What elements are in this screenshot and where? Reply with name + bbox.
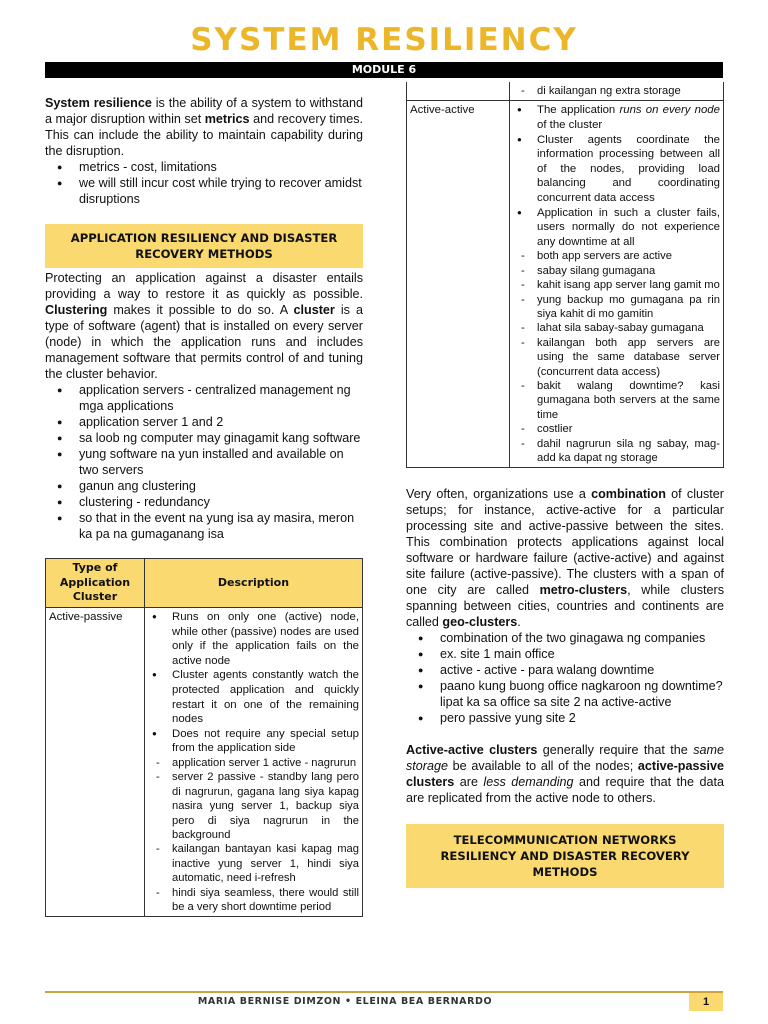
- list-item: - dahil nagrurun sila ng sabay, mag-add ka dapat ng storage: [537, 437, 720, 466]
- left-column: [45, 95, 363, 917]
- list-item: - bakit walang downtime? kasi gumagana both servers at the same time: [537, 379, 720, 422]
- metro-clusters-term: metro-clusters: [539, 583, 628, 598]
- geo-clusters-term: geo-clusters: [442, 615, 518, 630]
- footer-authors: MARIA BERNISE DIMZON • ELEINA BEA BERNARDO: [197, 996, 493, 1007]
- combination-paragraph: [406, 486, 724, 630]
- list-item: ● Does not require any special setup from the application side: [172, 727, 359, 756]
- list-item: [537, 103, 720, 132]
- list-item: - kailangan both app servers are using the same database server (concurrent data access): [537, 336, 720, 379]
- cluster-description-cell: [145, 608, 363, 917]
- right-column: [406, 82, 724, 888]
- clustering-paragraph: [45, 270, 363, 382]
- list-item: ● so that in the event na yung isa ay masira, meron ka pa na gumaganang isa: [79, 510, 363, 542]
- telecom-heading: TELECOMMUNICATION NETWORKS RESILIENCY AND DISASTER RECOVERY METHODS: [406, 824, 724, 888]
- bullet-emphasis: runs on every node: [619, 104, 720, 117]
- table-header-row: [46, 559, 363, 608]
- cluster-description-cell: [510, 101, 724, 468]
- cluster-text-b: makes it possible to do so. A: [107, 303, 294, 317]
- cluster-type-cell: Active-passive: [46, 608, 145, 917]
- active-active-term: Active-active clusters: [406, 743, 538, 758]
- clustering-bullets: [45, 382, 363, 542]
- column-header-description: Description: [145, 559, 363, 608]
- combination-text-c: , while clusters spanning between cities, countries and continents are called: [406, 583, 724, 630]
- description-notes: [513, 249, 720, 465]
- list-item: - kailangan bantayan kasi kapag mag inactive yung server 1, hindi siya automatic, need i-refresh: [172, 842, 359, 885]
- list-item: ● application server 1 and 2: [79, 414, 363, 430]
- cluster-types-table: [45, 558, 363, 917]
- active-passive-term: active-passive clusters: [406, 759, 724, 790]
- list-item: ● active - active - para walang downtime: [440, 662, 724, 678]
- intro-term: System resilience: [45, 96, 152, 110]
- list-item: ● Cluster agents constantly watch the protected application and quickly restart it on one of the remaining nodes: [172, 668, 359, 726]
- list-item: ● ganun ang clustering: [79, 478, 363, 494]
- footer-divider: [45, 991, 723, 993]
- table-row: [407, 82, 724, 101]
- combination-text-b: of cluster setups; for instance, active-active for a particular processing site and active-passive between the sites. This combination protects applications against local software or hardware failure (active-active) and against site failure (active-passive). The clusters with a span of one city are called: [406, 487, 724, 598]
- intro-paragraph: [45, 95, 363, 159]
- list-item: ● Application in such a cluster fails, users normally do not experience any downtime at all: [537, 206, 720, 250]
- intro-bullets: [45, 159, 363, 207]
- combination-bullets: [406, 630, 724, 726]
- list-item: - application server 1 active - nagrurun: [172, 756, 359, 770]
- list-item: ● yung software na yun installed and available on two servers: [79, 446, 363, 478]
- table-row: [46, 608, 363, 917]
- bullet-text-a: The application: [537, 104, 620, 117]
- list-item: - lahat sila sabay-sabay gumagana: [537, 321, 720, 335]
- list-item: ● we will still incur cost while trying to recover amidst disruptions: [79, 175, 363, 207]
- less-demanding-term: less demanding: [483, 775, 574, 790]
- list-item: ● Runs on only one (active) node, while other (passive) nodes are used only if the application fails on the active node: [172, 610, 359, 668]
- list-item: ● application servers - centralized management ng mga applications: [79, 382, 363, 414]
- list-item: - hindi siya seamless, there would still be a very short downtime period: [172, 886, 359, 915]
- requirements-text-c: are: [454, 775, 484, 790]
- app-resiliency-heading: APPLICATION RESILIENCY AND DISASTER RECOVERY METHODS: [45, 224, 363, 268]
- bullet-text-b: of the cluster: [537, 119, 603, 131]
- list-item: ● clustering - redundancy: [79, 494, 363, 510]
- combination-term: combination: [591, 487, 666, 502]
- list-item: ● sa loob ng computer may ginagamit kang software: [79, 430, 363, 446]
- list-item: - sabay silang gumagana: [537, 264, 720, 278]
- clustering-term: Clustering: [45, 303, 108, 317]
- intro-text-a: is the ability of a system to withstand a major disruption within set: [45, 96, 363, 126]
- requirements-text-a: generally require that the: [537, 743, 694, 758]
- list-item: ● combination of the two ginagawa ng companies: [440, 630, 724, 646]
- description-notes: [148, 756, 359, 914]
- cluster-types-table-continued: [406, 82, 724, 468]
- combination-text-d: .: [517, 615, 521, 630]
- table-row: [407, 101, 724, 468]
- description-bullets: [513, 103, 720, 249]
- page-number: 1: [689, 993, 723, 1011]
- combination-text-a: Very often, organizations use a: [406, 487, 592, 502]
- cluster-term: cluster: [293, 303, 335, 317]
- same-storage-term: same storage: [406, 743, 724, 774]
- continued-notes-cell: [510, 82, 724, 101]
- page-title: SYSTEM RESILIENCY: [190, 22, 578, 58]
- intro-text-b: and recovery times. This can include the ability to maintain capability during the disruption.: [45, 112, 364, 158]
- continued-notes: [513, 84, 720, 98]
- list-item: - di kailangan ng extra storage: [537, 84, 720, 98]
- list-item: ● ex. site 1 main office: [440, 646, 724, 662]
- list-item: ● pero passive yung site 2: [440, 710, 724, 726]
- requirements-text-b: be available to all of the nodes;: [448, 759, 638, 774]
- cluster-text-c: is a type of software (agent) that is installed on every server (node) in which the application runs and includes management software that permits control of and tuning the cluster behavior.: [45, 303, 363, 381]
- cluster-type-cell: Active-active: [407, 101, 510, 468]
- description-bullets: [148, 610, 359, 756]
- module-banner: MODULE 6: [45, 62, 723, 78]
- list-item: - server 2 passive - standby lang pero di nagrurun, gagana lang siya kapag nasira yung server 1, backup siya pero di siya nagrurun in the background: [172, 770, 359, 842]
- list-item: - costlier: [537, 422, 720, 436]
- intro-metrics: metrics: [204, 112, 250, 126]
- requirements-paragraph: [406, 742, 724, 806]
- list-item: - both app servers are active: [537, 249, 720, 263]
- cluster-text-a: Protecting an application against a disaster entails providing a way to restore it as quickly as possible.: [45, 271, 363, 301]
- list-item: ● Cluster agents coordinate the information processing between all of the nodes, providing load balancing and coordinating concurrent data access: [537, 133, 720, 206]
- empty-type-cell: [407, 82, 510, 101]
- list-item: ● paano kung buong office nagkaroon ng downtime? lipat ka sa office sa site 2 na active-active: [440, 678, 724, 710]
- column-header-type: Type of Application Cluster: [46, 559, 145, 608]
- list-item: - yung backup mo gumagana pa rin siya kahit di mo gamitin: [537, 293, 720, 322]
- list-item: ● metrics - cost, limitations: [79, 159, 363, 175]
- requirements-text-d: and require that the data are replicated from the active node to others.: [406, 775, 725, 806]
- list-item: - kahit isang app server lang gamit mo: [537, 278, 720, 292]
